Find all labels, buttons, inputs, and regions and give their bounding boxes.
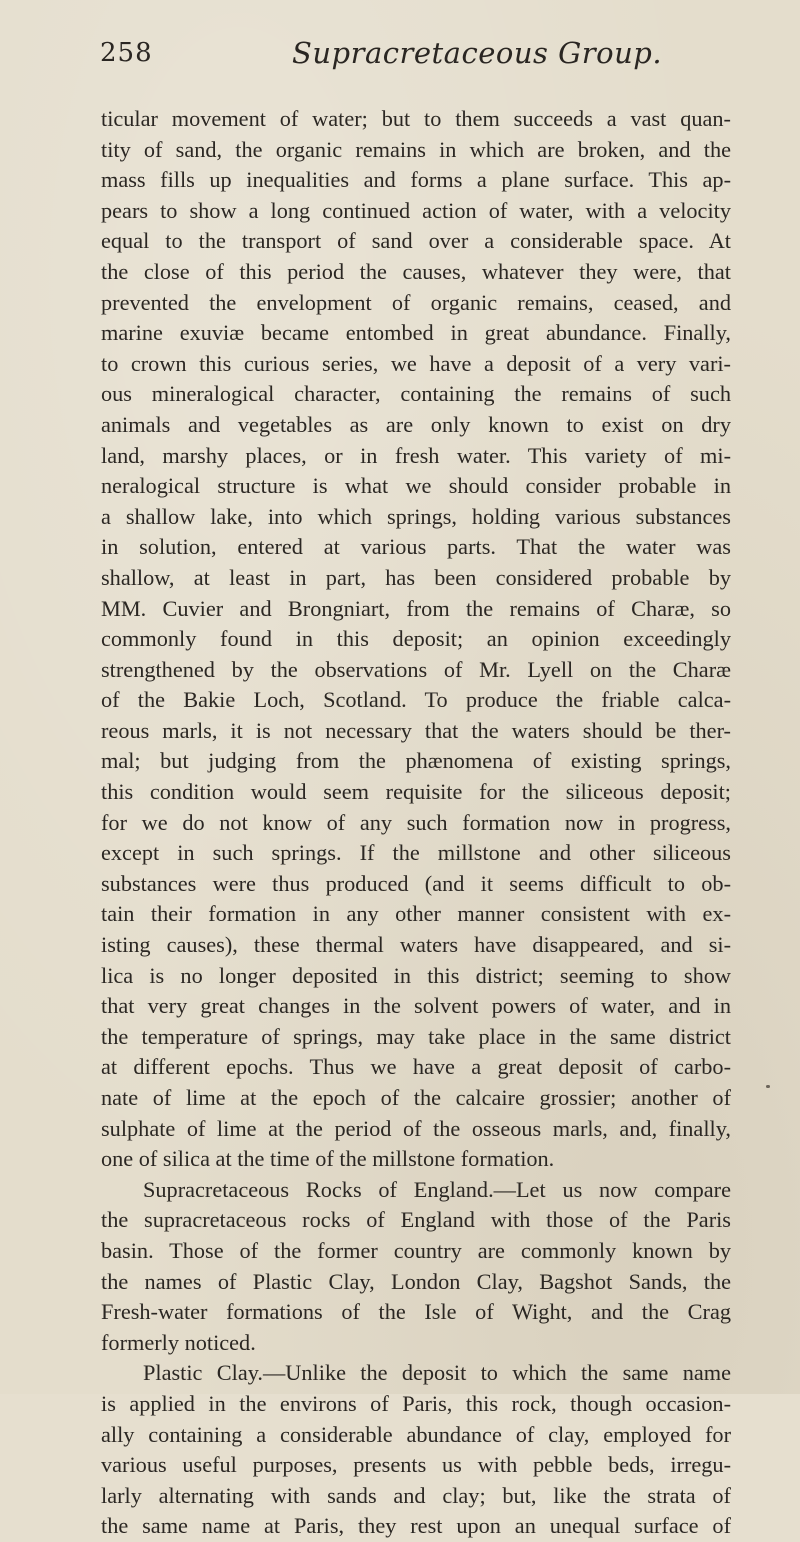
text-line: the same name at Paris, they rest upon an unequal surface of [101,1513,731,1539]
text-line: isting causes), these thermal waters have disappeared, and si- [101,932,731,958]
page-number: 258 [100,38,153,68]
text-line: animals and vegetables as are only known to exist on dry [101,411,731,437]
text-line: nate of lime at the epoch of the calcaire grossier; another of [101,1085,731,1110]
text-line: Fresh-water formations of the Isle of Wight, and the Crag [101,1299,731,1325]
text-line: at different epochs. Thus we have a great deposit of carbo- [101,1054,731,1080]
text-line: is applied in the environs of Paris, this rock, though occasion- [101,1390,731,1416]
text-line: to crown this curious series, we have a deposit of a very vari- [101,350,731,376]
text-line: substances were thus produced (and it seems difficult to ob- [101,870,731,896]
text-line: strengthened by the observations of Mr. Lyell on the Charæ [101,656,731,682]
text-line: Plastic Clay.—Unlike the deposit to which the same name [143,1360,731,1386]
running-title: Supracretaceous Group. [292,36,663,70]
text-line: reous marls, it is not necessary that the waters should be ther- [101,717,731,743]
text-line: land, marshy places, or in fresh water. This variety of mi- [101,442,731,468]
text-line: ticular movement of water; but to them succeeds a vast quan- [101,106,731,131]
text-line: larly alternating with sands and clay; but, like the strata of [101,1482,731,1508]
text-line: shallow, at least in part, has been considered probable by [101,564,731,590]
text-line: in solution, entered at various parts. That the water was [101,534,731,560]
text-line: this condition would seem requisite for the siliceous deposit; [101,779,731,805]
text-line: the close of this period the causes, whatever they were, that [101,258,731,284]
text-line: marine exuviæ became entombed in great abundance. Finally, [101,320,731,346]
text-line: formerly noticed. [101,1329,256,1355]
text-line: MM. Cuvier and Brongniart, from the remains of Charæ, so [101,595,731,621]
running-head [100,34,740,74]
text-line: mass fills up inequalities and forms a plane surface. This ap- [101,167,731,193]
text-line: various useful purposes, presents us with pebble beds, irregu- [101,1452,731,1478]
text-line: neralogical structure is what we should consider probable in [101,473,731,499]
text-line: equal to the transport of sand over a considerable space. At [101,228,731,254]
body-text [101,104,731,1542]
text-line: for we do not know of any such formation now in progress, [101,809,731,835]
text-line: a shallow lake, into which springs, holding various substances [101,503,731,529]
text-line: Supracretaceous Rocks of England.—Let us now compare [143,1176,731,1202]
text-line: the names of Plastic Clay, London Clay, Bagshot Sands, the [101,1268,731,1294]
text-line: pears to show a long continued action of water, with a velocity [101,197,731,223]
text-line: except in such springs. If the millstone and other siliceous [101,840,731,866]
text-line: mal; but judging from the phænomena of existing springs, [101,748,731,774]
text-line: the temperature of springs, may take place in the same district [101,1023,731,1049]
text-line: prevented the envelopment of organic remains, ceased, and [101,289,731,315]
text-line: one of silica at the time of the millstone formation. [101,1146,555,1172]
paper-speck [766,1085,770,1088]
text-line: basin. Those of the former country are commonly known by [101,1237,731,1263]
text-line: sulphate of lime at the period of the osseous marls, and, finally, [101,1115,731,1141]
text-line: commonly found in this deposit; an opinion exceedingly [101,626,731,652]
text-line: lica is no longer deposited in this district; seeming to show [101,962,731,988]
text-line: that very great changes in the solvent powers of water, and in [101,993,731,1019]
text-line: tity of sand, the organic remains in which are broken, and the [101,136,731,162]
text-line: the supracretaceous rocks of England with those of the Paris [101,1207,731,1233]
text-line: of the Bakie Loch, Scotland. To produce the friable calca- [101,687,731,713]
text-line: tain their formation in any other manner consistent with ex- [101,901,731,927]
text-line: ous mineralogical character, containing the remains of such [101,381,731,407]
text-line: ally containing a considerable abundance of clay, employed for [101,1421,731,1447]
